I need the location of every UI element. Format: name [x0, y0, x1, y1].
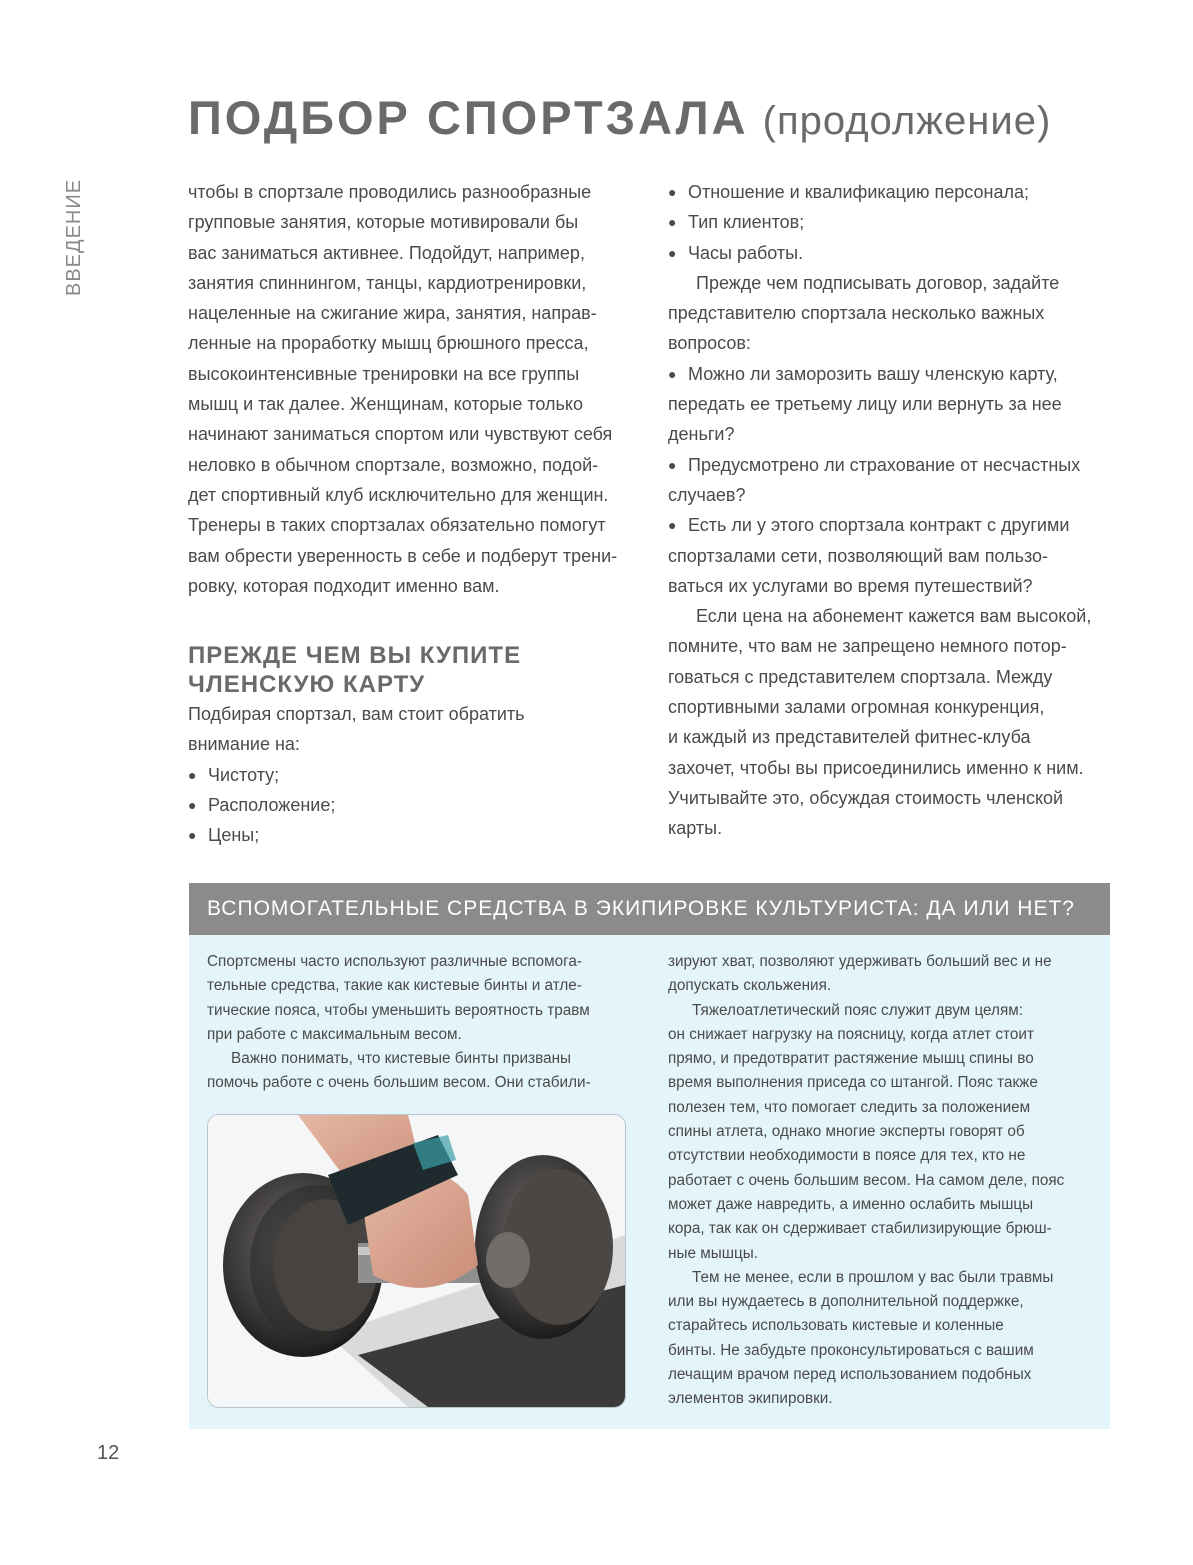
text-line: неловко в обычном спортзале, возможно, подой-: [188, 454, 599, 475]
text-line: старайтесь использовать кистевые и коленные: [668, 1317, 1004, 1335]
question-item: ● Можно ли заморозить вашу членскую карту,: [668, 359, 1118, 389]
text-line: бинты. Не забудьте проконсультироваться с вашим: [668, 1341, 1034, 1359]
bullet-item: ● Расположение;: [188, 790, 638, 820]
text-line: деньги?: [668, 424, 735, 445]
bullet-item: ● Часы работы.: [668, 238, 1118, 268]
text-line: нацеленные на сжигание жира, занятия, направ-: [188, 303, 597, 324]
sidebar-left-column: [207, 950, 627, 1096]
text-line: начинают заниматься спортом или чувствуют себя: [188, 424, 613, 445]
section-subheading: ПРЕЖДЕ ЧЕМ ВЫ КУПИТЕ ЧЛЕНСКУЮ КАРТУ: [188, 642, 522, 699]
dumbbell-illustration: [208, 1115, 625, 1407]
text-line: вас заниматься активнее. Подойдут, например,: [188, 242, 585, 263]
text-line: полезен тем, что помогает следить за положением: [668, 1098, 1031, 1116]
text-line: передать ее третьему лицу или вернуть за нее: [668, 394, 1062, 415]
text-line: мышц и так далее. Женщинам, которые только: [188, 394, 583, 415]
text-line: или вы нуждаетесь в дополнительной поддержке,: [668, 1293, 1024, 1311]
text-line: время выполнения приседа со штангой. Пояс также: [668, 1074, 1038, 1092]
page-number: 12: [97, 1442, 120, 1464]
text-line: Тренеры в таких спортзалах обязательно помогут: [188, 515, 606, 536]
text-line: лечащим врачом перед использованием подобных: [668, 1366, 1032, 1384]
text-line: занятия спиннингом, танцы, кардиотренировки,: [188, 272, 587, 293]
bullet-item: ● Тип клиентов;: [668, 207, 1118, 237]
page-title-main: ПОДБОР СПОРТЗАЛА: [188, 91, 749, 144]
text-line: помочь работе с очень большим весом. Они стабили-: [207, 1074, 591, 1092]
text-line: ленные на проработку мышц брюшного пресса,: [188, 333, 589, 354]
text-line: кора, так как он сдерживает стабилизирующие брюш-: [668, 1220, 1052, 1238]
text-line: помните, что вам не запрещено немного потор-: [668, 636, 1067, 657]
sidebar-box-header: ВСПОМОГАТЕЛЬНЫЕ СРЕДСТВА В ЭКИПИРОВКЕ КУЛЬТУРИСТА: ДА ИЛИ НЕТ?: [189, 883, 1110, 935]
text-line: отсутствии необходимости в поясе для тех, кто не: [668, 1147, 1026, 1165]
text-line: высокоинтенсивные тренировки на все группы: [188, 363, 580, 384]
text-line: ровку, которая подходит именно вам.: [188, 575, 500, 596]
bullet-item: ● Чистоту;: [188, 760, 638, 790]
text-line: говаться с представителем спортзала. Между: [668, 666, 1053, 687]
text-line: тельные средства, такие как кистевые бинты и атле-: [207, 977, 582, 995]
section-side-label: ВВЕДЕНИЕ: [63, 178, 85, 296]
right-column: [668, 177, 1118, 844]
text-line: внимание на:: [188, 734, 300, 755]
text-line: Важно понимать, что кистевые бинты призваны: [231, 1050, 572, 1068]
text-line: зируют хват, позволяют удерживать больший вес и не: [668, 953, 1052, 970]
bullet-item: ● Отношение и квалификацию персонала;: [668, 177, 1118, 207]
bullet-item: ● Цены;: [188, 820, 638, 850]
page-title-continuation: (продолжение): [762, 99, 1052, 143]
page-title: [188, 90, 1051, 145]
text-line: прямо, и предотвратит растяжение мышц спины во: [668, 1050, 1034, 1068]
text-line: карты.: [668, 818, 723, 839]
text-line: Прежде чем подписывать договор, задайте: [696, 272, 1060, 293]
text-line: Тем не менее, если в прошлом у вас были травмы: [692, 1268, 1054, 1286]
text-line: представителю спортзала несколько важных: [668, 303, 1045, 324]
question-item: ● Предусмотрено ли страхование от несчастных: [668, 450, 1118, 480]
text-line: элементов экипировки.: [668, 1390, 833, 1408]
text-line: тические пояса, чтобы уменьшить вероятность травм: [207, 1001, 590, 1019]
text-line: спины атлета, однако многие эксперты говорят об: [668, 1123, 1025, 1141]
text-line: Если цена на абонемент кажется вам высокой,: [696, 606, 1092, 627]
text-line: Учитывайте это, обсуждая стоимость членской: [668, 787, 1064, 808]
text-line: и каждый из представителей фитнес-клуба: [668, 727, 1031, 748]
text-line: захочет, чтобы вы присоединились именно к ним.: [668, 757, 1084, 778]
text-line: при работе с максимальным весом.: [207, 1025, 462, 1043]
text-line: спортивными залами огромная конкуренция,: [668, 697, 1045, 718]
text-line: дет спортивный клуб исключительно для женщин.: [188, 484, 609, 505]
dumbbell-photo: [207, 1114, 626, 1408]
left-column: [188, 177, 638, 851]
text-line: может даже навредить, а именно ослабить мышцы: [668, 1195, 1034, 1213]
sidebar-right-column: [668, 950, 1098, 1412]
text-line: допускать скольжения.: [668, 977, 832, 995]
text-line: ные мышцы.: [668, 1244, 758, 1262]
text-line: Тяжелоатлетический пояс служит двум целям:: [692, 1001, 1024, 1019]
text-line: ваться их услугами во время путешествий?: [668, 575, 1033, 596]
text-line: он снижает нагрузку на поясницу, когда атлет стоит: [668, 1025, 1034, 1043]
text-line: работает с очень большим весом. На самом деле, пояс: [668, 1171, 1065, 1189]
text-line: чтобы в спортзале проводились разнообразные: [188, 182, 592, 202]
text-line: Подбирая спортзал, вам стоит обратить: [188, 704, 525, 725]
text-line: Спортсмены часто используют различные вспомога-: [207, 953, 582, 970]
question-item: ● Есть ли у этого спортзала контракт с другими: [668, 510, 1118, 540]
text-line: групповые занятия, которые мотивировали бы: [188, 212, 579, 233]
text-line: вам обрести уверенность в себе и подберут трени-: [188, 545, 618, 566]
text-line: случаев?: [668, 484, 746, 505]
text-line: спортзалами сети, позволяющий вам пользо-: [668, 545, 1049, 566]
text-line: вопросов:: [668, 333, 751, 354]
